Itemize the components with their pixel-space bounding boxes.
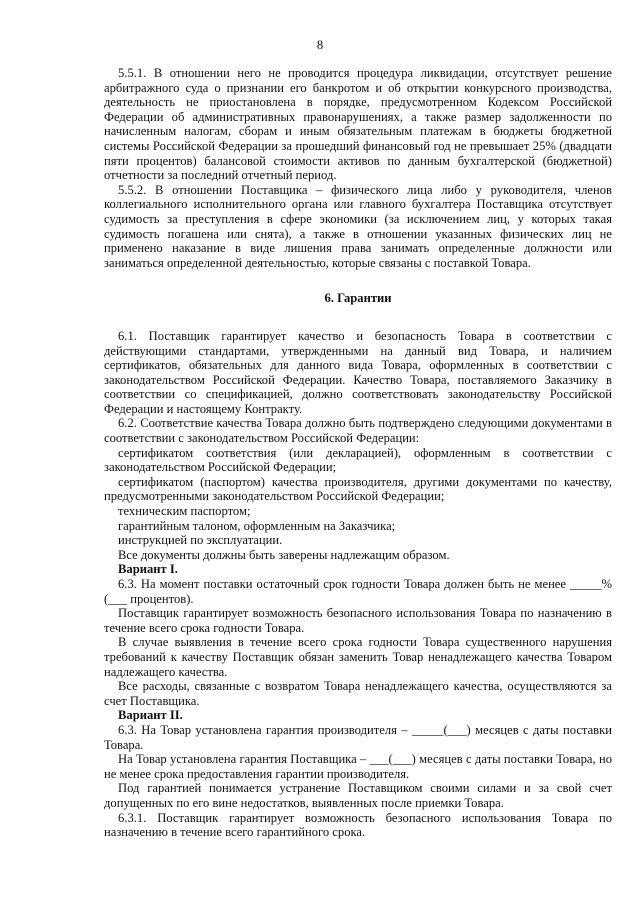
variant-2-paragraph: 6.3.1. Поставщик гарантирует возможность безопасного использования Товара по назначению в течение всего гарантийного срока.	[104, 810, 612, 840]
document-list-item: сертификатом (паспортом) качества производителя, другими документами по качеству, предусмотренными законодательством Российской Федерации;	[104, 474, 612, 504]
variant-2-paragraph: На Товар установлена гарантия Поставщика – ___(___) месяцев с даты поставки Товара, но не менее срока предоставления гарантии производителя.	[104, 752, 612, 781]
document-list-item: техническим паспортом;	[118, 504, 251, 519]
variant-2-paragraph: Под гарантией понимается устранение Поставщиком своими силами и за свой счет допущенных по его вине недостатков, выявленных после приемки Товара.	[104, 781, 612, 810]
variant-2-heading: Вариант II.	[118, 708, 183, 723]
paragraph-6-1: 6.1. Поставщик гарантирует качество и безопасность Товара в соответствии с действующими стандартами, утвержденными на данный вид Товара, и наличием сертификатов, обязательных для данного вида Товара, оформленных в соответствии с законодательством Российской Федерации. Качество Товара, поставляемого Заказчику в соответствии со спецификацией, должно соответствовать законодательству Российской Федерации и настоящему Контракту.	[104, 328, 612, 416]
variant-1-paragraph: В случае выявления в течение всего срока годности Товара существенного нарушения требований к качеству Поставщик обязан заменить Товар ненадлежащего качества Товаром надлежащего качества.	[104, 635, 612, 679]
document-body	[104, 66, 612, 840]
paragraph-6-2: 6.2. Соответствие качества Товара должно быть подтверждено следующими документами в соответствии с законодательством Российской Федерации:	[104, 416, 612, 446]
variant-1-paragraph: Поставщик гарантирует возможность безопасного использования Товара по назначению в течение всего срока годности Товара.	[104, 606, 612, 635]
variant-1-heading: Вариант I.	[118, 562, 178, 577]
variant-2-paragraph: 6.3. На Товар установлена гарантия производителя – _____(___) месяцев с даты поставки Товара.	[104, 722, 612, 752]
section-heading: 6. Гарантии	[324, 291, 392, 306]
paragraph-5-5-1: 5.5.1. В отношении него не проводится процедура ликвидации, отсутствует решение арбитражного суда о признании его банкротом и об открытии конкурсного производства, деятельность не приостановлена в порядке, предусмотренном Кодексом Российской Федерации об административных правонарушениях, а также размер задолженности по начисленным налогам, сборам и иным обязательным платежам в бюджеты бюджетной системы Российской Федерации за прошедший финансовый год не превышает 25% (двадцати пяти процентов) балансовой стоимости активов по данным бухгалтерской (бюджетной) отчетности за последний отчетный период.	[104, 66, 612, 183]
variant-1-paragraph: 6.3. На момент поставки остаточный срок годности Товара должен быть не менее _____% (___ процентов).	[104, 577, 612, 606]
variant-1-paragraph: Все расходы, связанные с возвратом Товара ненадлежащего качества, осуществляются за счет Поставщика.	[104, 679, 612, 708]
page-number: 8	[316, 38, 324, 52]
document-list-item: сертификатом соответствия (или декларацией), оформленным в соответствии с законодательством Российской Федерации;	[104, 445, 612, 475]
document-list-item: Все документы должны быть заверены надлежащим образом.	[118, 547, 450, 562]
document-list-item: инструкцией по эксплуатации.	[118, 533, 283, 548]
paragraph-5-5-2: 5.5.2. В отношении Поставщика – физического лица либо у руководителя, членов коллегиального исполнительного органа или главного бухгалтера Поставщика отсутствует судимость за преступления в сфере экономики (за исключением лиц, у которых такая судимость погашена или снята), а также в отношении указанных физических лиц не применено наказание в виде лишения права занимать определенные должности или заниматься определенной деятельностью, которые связаны с поставкой Товара.	[104, 182, 612, 270]
document-list-item: гарантийным талоном, оформленным на Заказчика;	[118, 518, 396, 533]
